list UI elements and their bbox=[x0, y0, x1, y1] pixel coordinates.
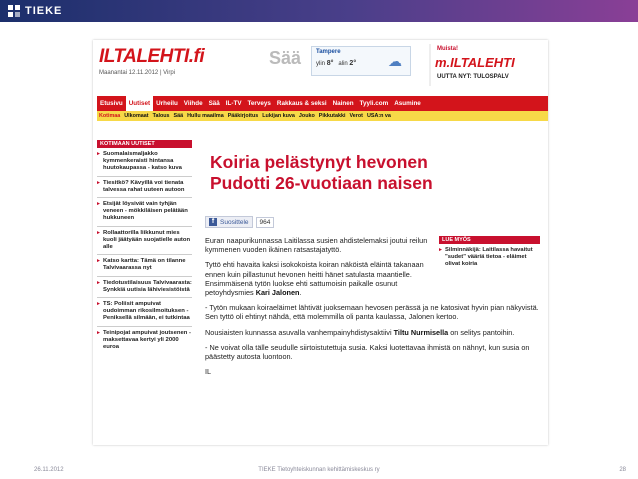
paragraph: Euran naapurikunnassa Laitilassa susien ahdistelemaksi joutui reilun kymmenen vuoden ikäinen ratsastajatyttö. bbox=[205, 236, 428, 255]
sub-nav bbox=[97, 111, 548, 121]
like-label: Suosittele bbox=[220, 218, 249, 226]
facebook-like-row bbox=[205, 216, 274, 228]
sidebar-link[interactable]: ▸ Suomalaismaljakko kymmenkeraisti hintansa huutokaupassa - katso kuva bbox=[97, 151, 192, 173]
subnav-item[interactable]: Pääkirjoitus bbox=[227, 113, 259, 119]
read-also-link[interactable]: ▸ Silminnäkijä: Laitilassa havaitut "sudet" vääriä tietoa - eläimet olivat koiria bbox=[439, 247, 540, 268]
paragraph-text: . bbox=[299, 288, 302, 298]
facebook-like-button[interactable] bbox=[205, 216, 253, 228]
nav-item[interactable]: IL-TV bbox=[225, 100, 242, 107]
nav-item[interactable]: Etusivu bbox=[100, 100, 123, 107]
sidebar-heading: KOTIMAAN UUTISET bbox=[97, 140, 192, 148]
tieke-logo bbox=[8, 3, 62, 19]
sidebar-link[interactable]: ▸ Etsijät löysivät vain tyhjän veneen - mökkiläisen pelätään hukkuneen bbox=[97, 201, 192, 223]
subnav-item[interactable]: Pikkutakki bbox=[318, 113, 346, 119]
mobile-ad-banner[interactable] bbox=[429, 44, 548, 86]
like-count: 964 bbox=[256, 217, 275, 228]
nav-item-active[interactable]: Uutiset bbox=[126, 96, 153, 111]
sidebar-link[interactable]: ▸ Rollaattorilla liikkunut mies kuoli jäätyään suojatielle auton alle bbox=[97, 230, 192, 252]
weather-widget[interactable] bbox=[311, 46, 411, 76]
weather-day-label: ylin bbox=[316, 61, 326, 67]
sidebar-link[interactable]: ▸ Katso kartta: Tämä on tilanne Talvivaarassa nyt bbox=[97, 258, 192, 272]
webpage-screenshot bbox=[93, 40, 548, 445]
subnav-item[interactable]: Jouko bbox=[298, 113, 315, 119]
nav-item[interactable]: Viihde bbox=[183, 100, 203, 107]
paragraph bbox=[205, 260, 430, 297]
nav-item[interactable]: Sää bbox=[208, 100, 220, 107]
subnav-item[interactable]: Talous bbox=[152, 113, 170, 119]
weather-logo[interactable]: Sää bbox=[269, 48, 302, 68]
site-brand[interactable]: ILTALEHTI.fi bbox=[99, 46, 205, 67]
person-name: Tiltu Nurmisella bbox=[393, 327, 449, 337]
read-also-heading: LUE MYÖS bbox=[439, 236, 540, 244]
subnav-item[interactable]: Ulkomaat bbox=[124, 113, 149, 119]
read-also-box bbox=[439, 236, 540, 316]
news-sidebar bbox=[97, 140, 192, 445]
subnav-item[interactable]: USA:n va bbox=[366, 113, 391, 119]
subnav-item[interactable]: Hullu maailma bbox=[187, 113, 224, 119]
paragraph: - Ne voivat olla tälle seudulle siirtoistutettuja susia. Kaksi luotettavaa ihmistä on nähnyt, kun susia on päästetty autosta luontoon. bbox=[205, 342, 530, 362]
subnav-item[interactable]: Sää bbox=[173, 113, 184, 119]
ad-muista: Muista! bbox=[437, 46, 458, 52]
subnav-item[interactable]: Verot bbox=[349, 113, 363, 119]
divider bbox=[97, 276, 192, 277]
divider bbox=[97, 326, 192, 327]
article-signature: IL bbox=[205, 367, 212, 377]
footer-organization: TIEKE Tietoyhteiskunnan kehittämiskeskus ry bbox=[258, 467, 380, 473]
sidebar-link[interactable]: ▸ Teinipojat ampuivat joutsenen - maksettavaa kertyi yli 2000 euroa bbox=[97, 330, 192, 352]
tieke-logo-icon bbox=[8, 5, 20, 17]
weather-night-temp: 2° bbox=[349, 60, 357, 67]
paragraph bbox=[205, 328, 540, 337]
divider bbox=[97, 176, 192, 177]
nav-item[interactable]: Rakkaus & seksi bbox=[276, 100, 327, 107]
article-headline bbox=[210, 152, 540, 194]
slide-header-bar bbox=[0, 0, 638, 22]
weather-night-label: alin bbox=[338, 61, 348, 67]
nav-item[interactable]: Nainen bbox=[332, 100, 354, 107]
sidebar-link[interactable]: ▸ Tiesitkö? Kävyillä voi tienata talvessa rahat uuteen autoon bbox=[97, 180, 192, 194]
divider bbox=[97, 226, 192, 227]
person-name: Kari Jalonen bbox=[255, 288, 300, 298]
nav-item[interactable]: Asumine bbox=[394, 100, 421, 107]
subnav-item-active[interactable]: Kotimaa bbox=[99, 113, 121, 119]
weather-values bbox=[316, 60, 356, 67]
paragraph-text: Tyttö ehti havaita kaksi isokokoista koiran näköistä eläintä takanaan ennen kuin pillastunut hevonen heitti hänet satulasta maantielle. Ensimmäisenä tytön luokse ehti sattumoisin paikalle osunut petoyhdysmies bbox=[205, 260, 424, 298]
paragraph: - Tytön mukaan koiraeläimet lähtivät juoksemaan hevosen perässä ja ne katosivat hyvin pian näkyvistä. Sen tyttö oli ehtinyt nähdä, että molemmilla oli panta kaulassa, Jalonen kertoo. bbox=[205, 303, 539, 322]
tieke-logo-text: TIEKE bbox=[25, 5, 63, 17]
weather-city[interactable]: Tampere bbox=[316, 49, 341, 55]
slide-footer bbox=[0, 463, 638, 479]
headline-line-2: Pudotti 26-vuotiaan naisen bbox=[210, 173, 433, 193]
sidebar-link[interactable]: ▸ TS: Poliisit ampuivat oudoimman rikosilmoituksen - Peniksellä silmään, ei tutkintaa bbox=[97, 301, 192, 323]
nav-item[interactable]: Urheilu bbox=[156, 100, 178, 107]
main-nav bbox=[97, 96, 548, 111]
footer-page-number: 28 bbox=[619, 467, 626, 473]
divider bbox=[97, 297, 192, 298]
nav-item[interactable]: Tyyli.com bbox=[359, 100, 389, 107]
site-date-line: Maanantai 12.11.2012 | Virpi bbox=[99, 70, 176, 76]
ad-brand: m.ILTALEHTI bbox=[435, 55, 515, 70]
paragraph-text: on selitys pantoihin. bbox=[448, 327, 515, 337]
facebook-icon: f bbox=[209, 218, 217, 226]
sidebar-link[interactable]: ▸ Tiedotustilaisuus Talvivaarasta: Synkkiä uutisia lähiviesistöistä bbox=[97, 280, 192, 294]
nav-item[interactable]: Terveys bbox=[247, 100, 271, 107]
weather-day-temp: 8° bbox=[326, 60, 334, 67]
ad-now: UUTTA NYT: TULOSPALV bbox=[437, 74, 509, 80]
headline-line-1: Koiria pelästynyt hevonen bbox=[210, 152, 428, 172]
divider bbox=[97, 254, 192, 255]
footer-date: 26.11.2012 bbox=[34, 467, 64, 473]
divider bbox=[97, 197, 192, 198]
weather-cloud-icon: ☁ bbox=[388, 53, 402, 69]
paragraph-text: Nousiaisten kunnassa asuvalla vanhempainyhdistysaktiivi bbox=[205, 327, 394, 337]
subnav-item[interactable]: Lukijan kuva bbox=[262, 113, 295, 119]
